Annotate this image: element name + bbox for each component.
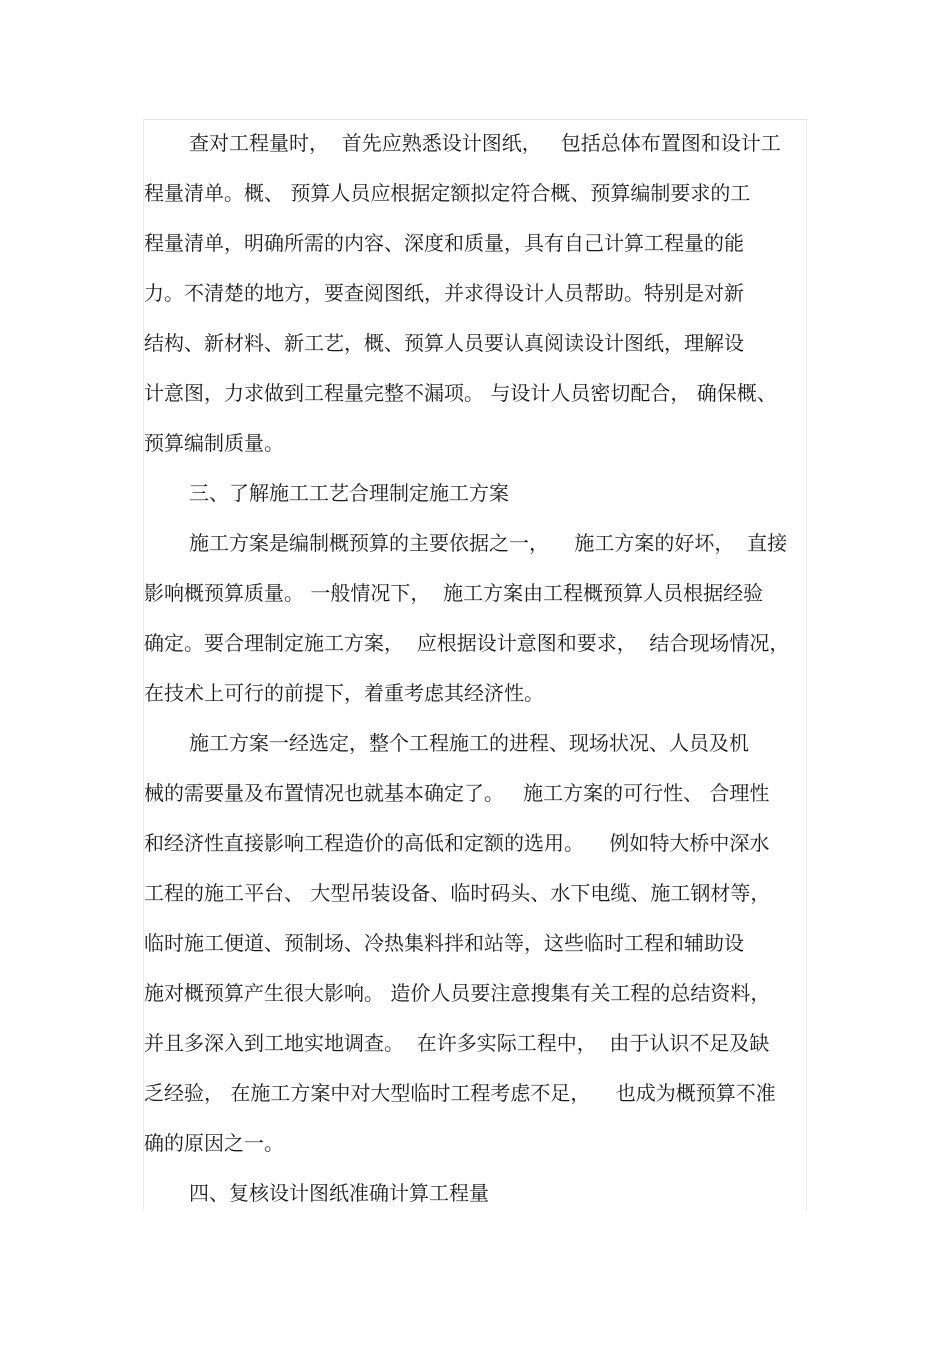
paragraph-first-line: 三、了解施工工艺合理制定施工方案 bbox=[189, 481, 509, 505]
paragraph-line: 程量清单。概、 预算人员应根据定额拟定符合概、预算编制要求的工 bbox=[144, 181, 751, 205]
paragraph-line: 计意图，力求做到工程量完整不漏项。 与设计人员密切配合， 确保概、 bbox=[144, 381, 777, 405]
paragraph-line: 和经济性直接影响工程造价的高低和定额的选用。 例如特大桥中深水 bbox=[144, 831, 770, 855]
paragraph-line: 械的需要量及布置情况也就基本确定了。 施工方案的可行性、 合理性 bbox=[144, 781, 770, 805]
paragraph-first-line: 四、复核设计图纸准确计算工程量 bbox=[189, 1181, 489, 1205]
paragraph-line: 施对概预算产生很大影响。 造价人员要注意搜集有关工程的总结资料， bbox=[144, 981, 771, 1005]
paragraph-line: 程量清单，明确所需的内容、深度和质量，具有自己计算工程量的能 bbox=[144, 231, 744, 255]
paragraph-line: 影响概预算质量。 一般情况下， 施工方案由工程概预算人员根据经验 bbox=[144, 581, 764, 605]
paragraph-line: 确的原因之一。 bbox=[144, 1131, 284, 1155]
paragraph-first-line: 查对工程量时， 首先应熟悉设计图纸， 包括总体布置图和设计工 bbox=[189, 131, 781, 155]
paragraph-line: 预算编制质量。 bbox=[144, 431, 284, 455]
page-text-frame bbox=[143, 119, 807, 1211]
paragraph-line: 乏经验， 在施工方案中对大型临时工程考虑不足， 也成为概预算不准 bbox=[144, 1081, 776, 1105]
paragraph-line: 在技术上可行的前提下，着重考虑其经济性。 bbox=[144, 681, 544, 705]
paragraph-line: 并且多深入到工地实地调查。 在许多实际工程中， 由于认识不足及缺 bbox=[144, 1031, 770, 1055]
paragraph-line: 力。不清楚的地方，要查阅图纸，并求得设计人员帮助。特别是对新 bbox=[144, 281, 744, 305]
paragraph-first-line: 施工方案一经选定，整个工程施工的进程、现场状况、人员及机 bbox=[189, 731, 749, 755]
paragraph-line: 确定。要合理制定施工方案， 应根据设计意图和要求， 结合现场情况， bbox=[144, 631, 790, 655]
paragraph-line: 临时施工便道、预制场、冷热集料拌和站等，这些临时工程和辅助设 bbox=[144, 931, 744, 955]
paragraph-line: 结构、新材料、新工艺，概、预算人员要认真阅读设计图纸，理解设 bbox=[144, 331, 744, 355]
paragraph-line: 工程的施工平台、 大型吊装设备、临时码头、水下电缆、施工钢材等， bbox=[144, 881, 771, 905]
paragraph-first-line: 施工方案是编制概预算的主要依据之一， 施工方案的好坏， 直接 bbox=[189, 531, 788, 555]
